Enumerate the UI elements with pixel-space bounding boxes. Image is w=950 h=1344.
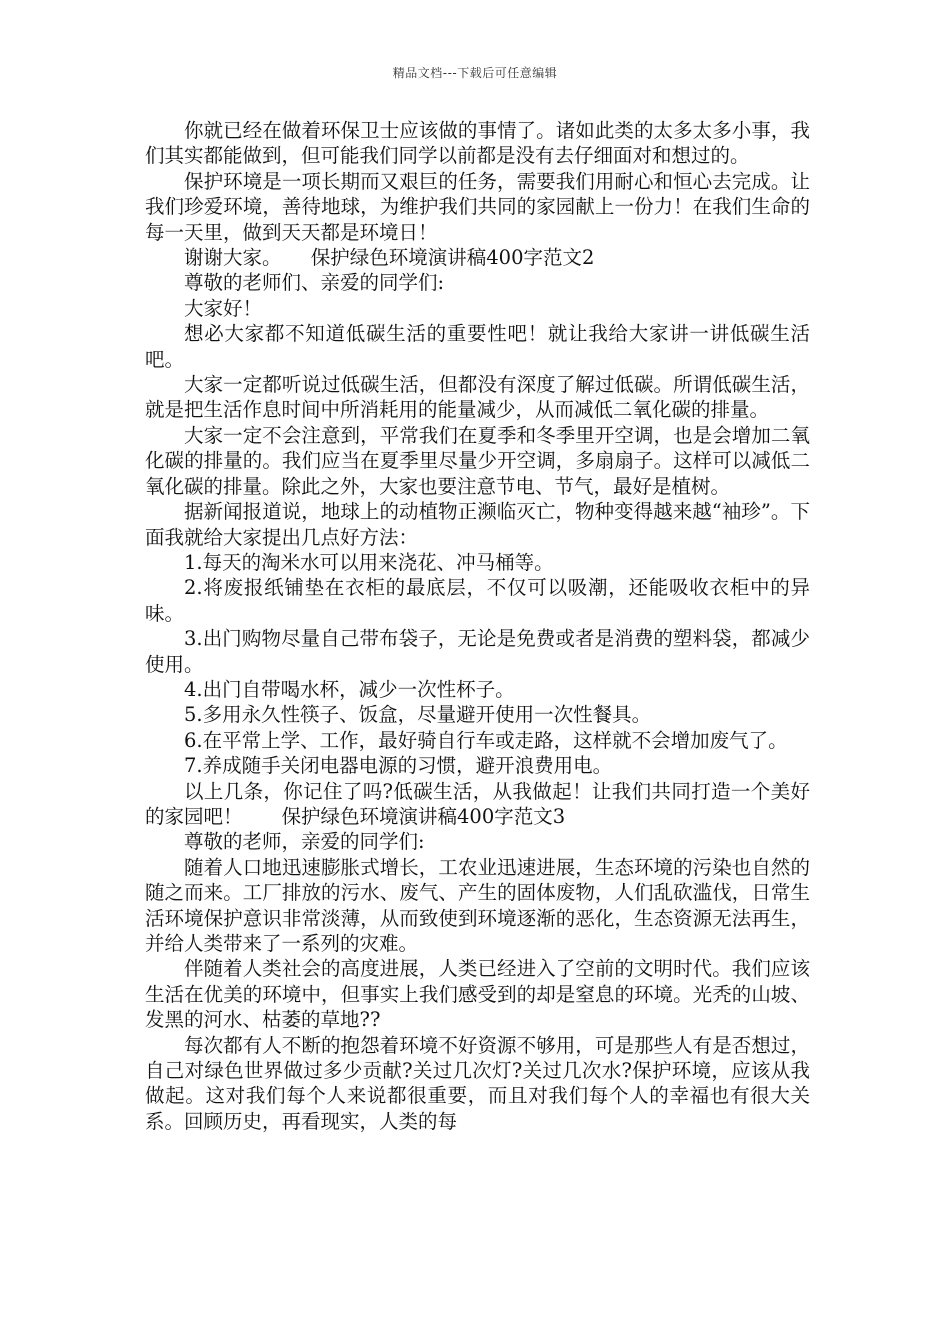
document-body bbox=[145, 118, 810, 1134]
list-item: 4.出门自带喝水杯，减少一次性杯子。 bbox=[184, 677, 515, 701]
list-item: 3.出门购物尽量自己带布袋子，无论是免费或者是消费的塑料袋，都减少使用。 bbox=[145, 627, 810, 676]
paragraph: 据新闻报道说，地球上的动植物正濒临灭亡，物种变得越来越“袖珍”。下面我就给大家提出几点好方法： bbox=[145, 500, 810, 549]
list-item: 2.将废报纸铺垫在衣柜的最底层，不仅可以吸潮，还能吸收衣柜中的异味。 bbox=[145, 576, 810, 625]
paragraph: 尊敬的老师们、亲爱的同学们: bbox=[184, 271, 445, 295]
page-header: 精品文档---下载后可任意编辑 bbox=[392, 66, 558, 80]
list-item: 6.在平常上学、工作，最好骑自行车或走路，这样就不会增加废气了。 bbox=[184, 728, 788, 752]
paragraph: 大家好！ bbox=[184, 296, 263, 320]
paragraph: 以上几条，你记住了吗?低碳生活，从我做起！让我们共同打造一个美好的家园吧！ 保护绿色环境演讲稿400字范文3 bbox=[145, 779, 810, 828]
paragraph: 随着人口地迅速膨胀式增长，工农业迅速进展，生态环境的污染也自然的随之而来。工厂排放的污水、废气、产生的固体废物，人们乱砍滥伐，日常生活环境保护意识非常淡薄，从而致使到环境逐渐的恶化，生态资源无法再生，并给人类带来了一系列的灾难。 bbox=[145, 855, 810, 955]
list-item: 7.养成随手关闭电器电源的习惯，避开浪费用电。 bbox=[184, 754, 613, 778]
paragraph: 你就已经在做着环保卫士应该做的事情了。诸如此类的太多太多小事，我们其实都能做到，但可能我们同学以前都是没有去仔细面对和想过的。 bbox=[145, 119, 810, 168]
paragraph: 大家一定都听说过低碳生活，但都没有深度了解过低碳。所谓低碳生活，就是把生活作息时间中所消耗用的能量减少，从而减低二氧化碳的排量。 bbox=[145, 373, 810, 422]
paragraph: 想必大家都不知道低碳生活的重要性吧！就让我给大家讲一讲低碳生活吧。 bbox=[145, 322, 810, 371]
paragraph: 保护环境是一项长期而又艰巨的任务，需要我们用耐心和恒心去完成。让我们珍爱环境，善待地球，为维护我们共同的家园献上一份力！在我们生命的每一天里，做到天天都是环境日！ bbox=[145, 169, 810, 244]
paragraph: 伴随着人类社会的高度进展，人类已经进入了空前的文明时代。我们应该生活在优美的环境中，但事实上我们感受到的却是窒息的环境。光秃的山坡、发黑的河水、枯萎的草地?? bbox=[145, 957, 810, 1032]
paragraph: 谢谢大家。 保护绿色环境演讲稿400字范文2 bbox=[184, 246, 595, 270]
paragraph: 每次都有人不断的抱怨着环境不好资源不够用，可是那些人有是否想过，自己对绿色世界做过多少贡献?关过几次灯?关过几次水?保护环境，应该从我做起。这对我们每个人来说都很重要，而且对我们每个人的幸福也有很大关系。回顾历史，再看现实，人类的每 bbox=[145, 1033, 810, 1133]
paragraph: 大家一定不会注意到，平常我们在夏季和冬季里开空调，也是会增加二氧化碳的排量的。我们应当在夏季里尽量少开空调，多扇扇子。这样可以减低二氧化碳的排量。除此之外，大家也要注意节电、节气，最好是植树。 bbox=[145, 423, 810, 498]
paragraph: 尊敬的老师，亲爱的同学们: bbox=[184, 830, 425, 854]
list-item: 5.多用永久性筷子、饭盒，尽量避开使用一次性餐具。 bbox=[184, 703, 652, 727]
list-item: 1.每天的淘米水可以用来浇花、冲马桶等。 bbox=[184, 550, 554, 574]
